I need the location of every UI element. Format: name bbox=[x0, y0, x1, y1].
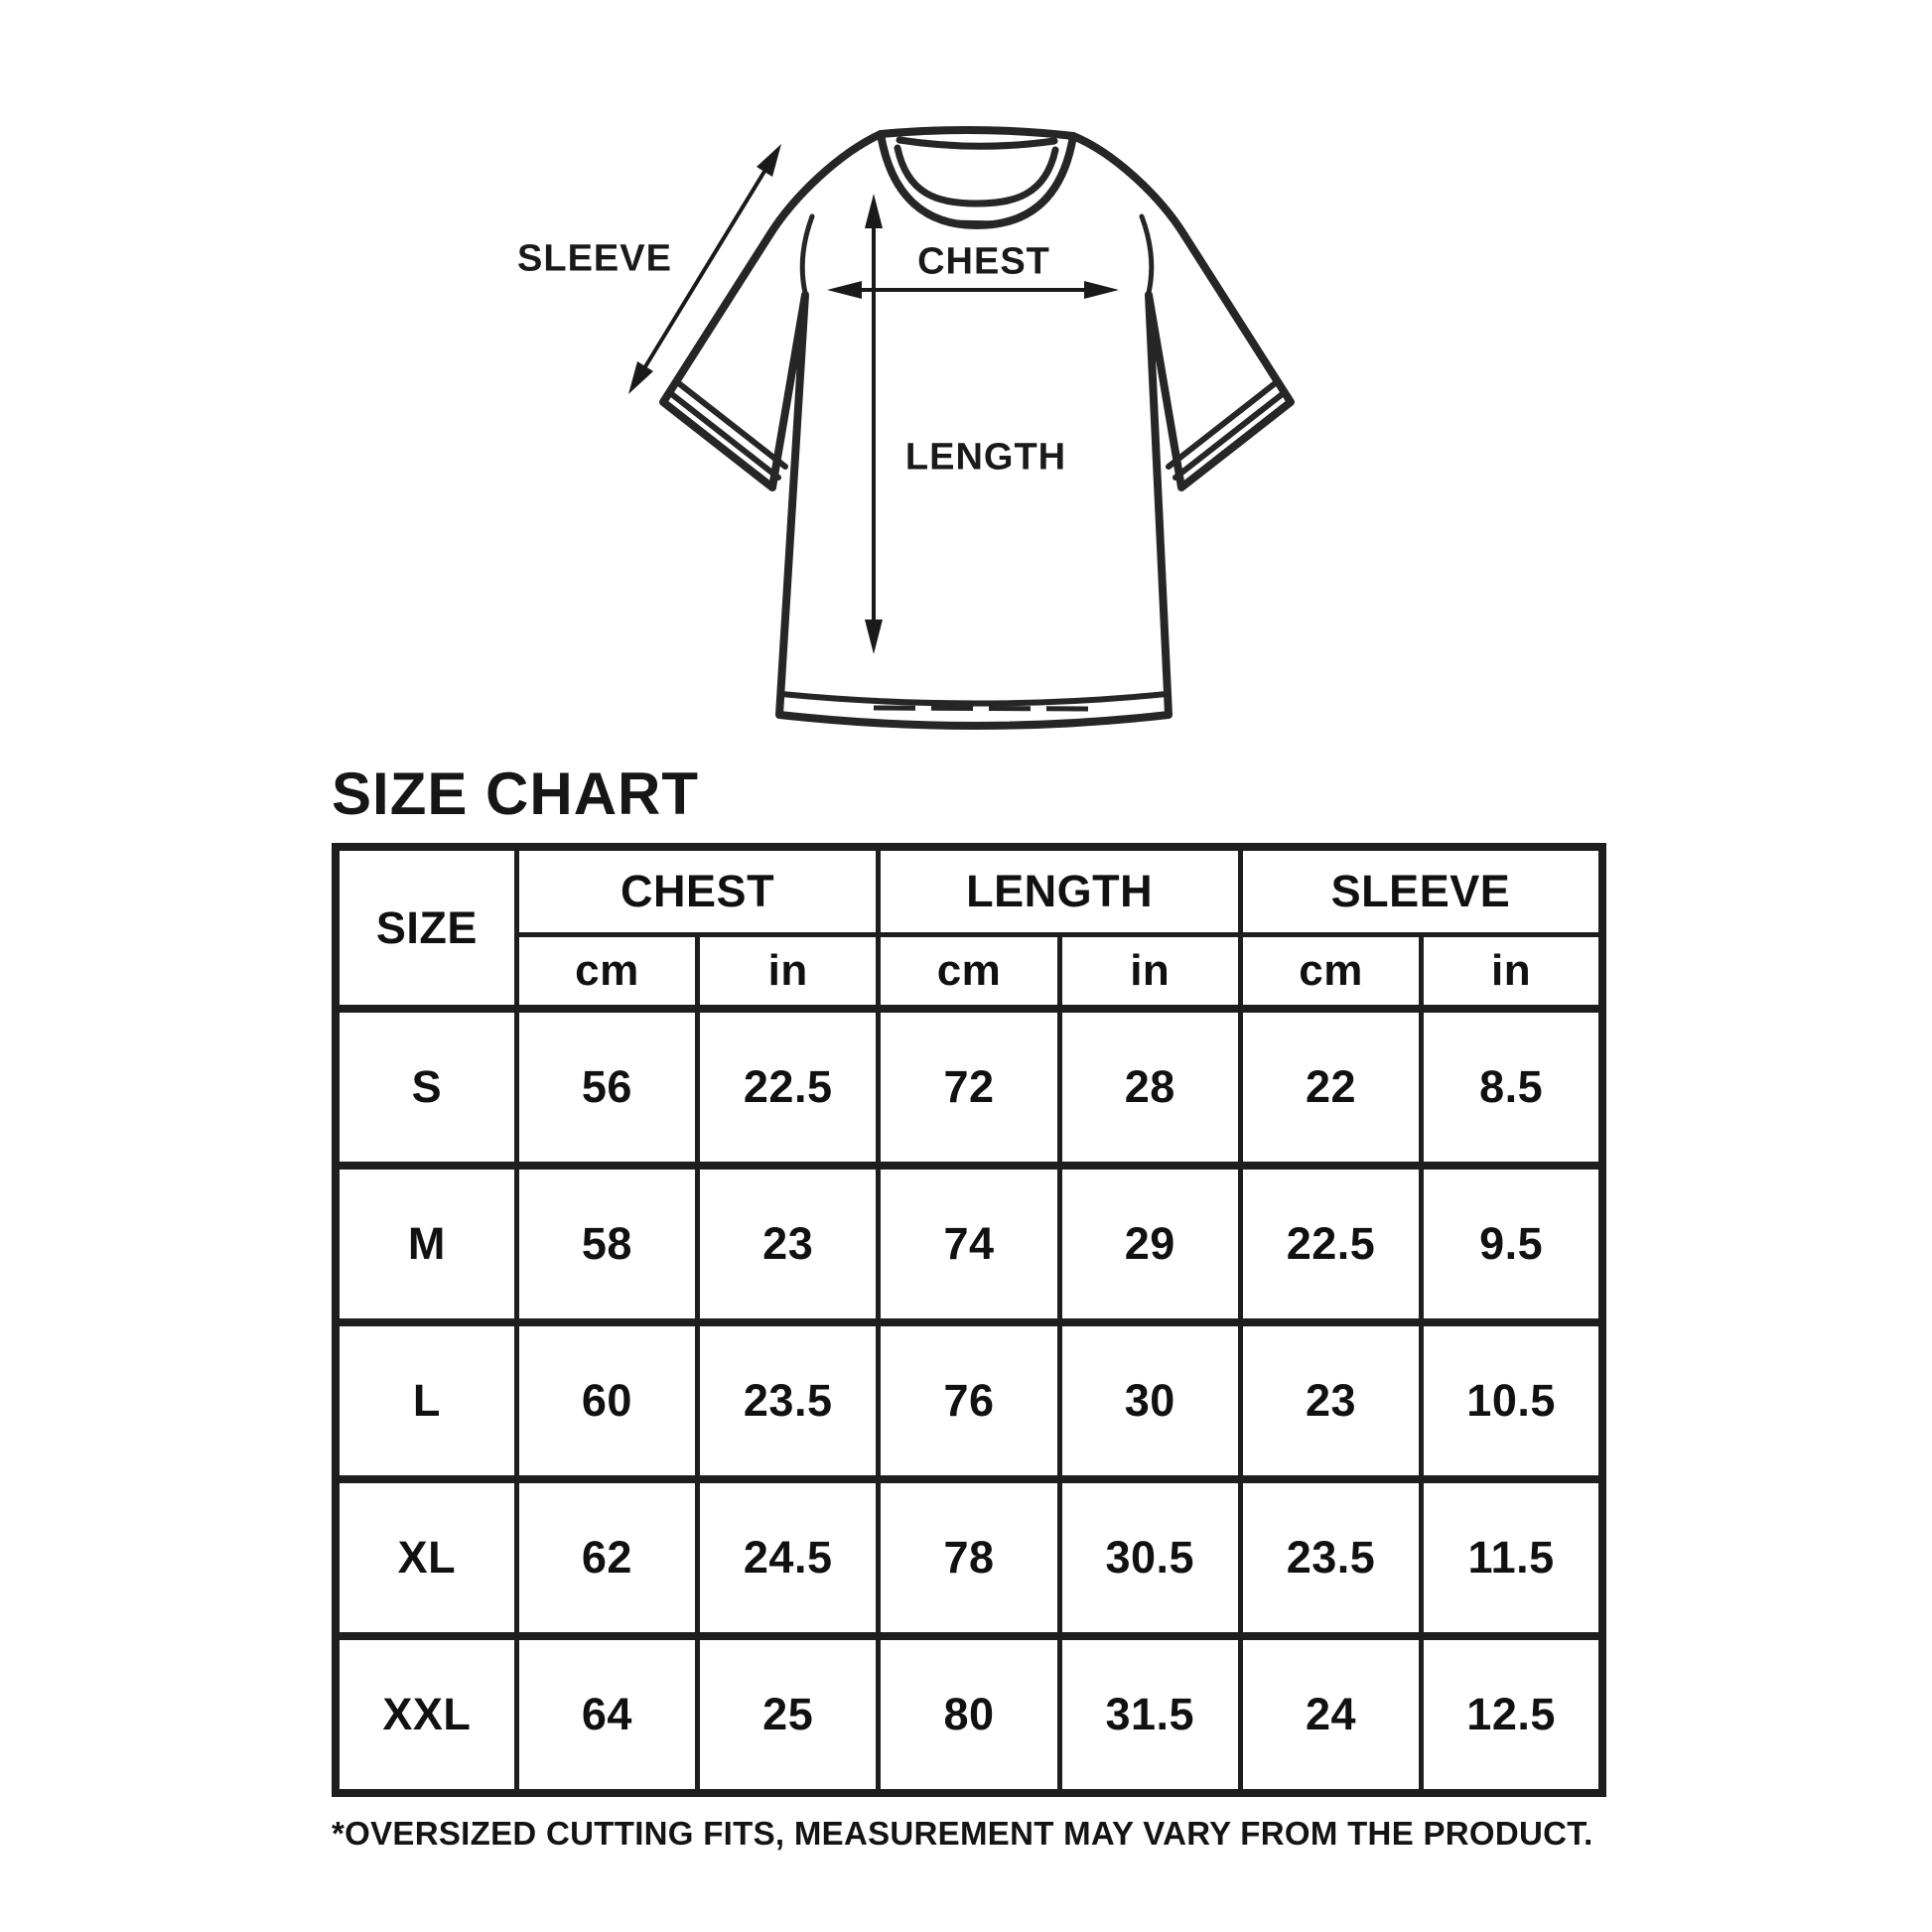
value-cell: 29 bbox=[1059, 1166, 1240, 1322]
unit-length-in: in bbox=[1059, 934, 1240, 1009]
value-cell: 74 bbox=[879, 1166, 1059, 1322]
value-cell: 60 bbox=[516, 1322, 697, 1479]
value-cell: 78 bbox=[879, 1479, 1059, 1636]
header-sleeve: SLEEVE bbox=[1240, 847, 1602, 934]
value-cell: 28 bbox=[1059, 1009, 1240, 1166]
table-unit-row bbox=[336, 934, 1602, 1009]
value-cell: 72 bbox=[879, 1009, 1059, 1166]
value-cell: 76 bbox=[879, 1322, 1059, 1479]
value-cell: 30 bbox=[1059, 1322, 1240, 1479]
unit-chest-in: in bbox=[698, 934, 879, 1009]
chest-measure-label: CHEST bbox=[917, 240, 1050, 283]
size-cell: S bbox=[336, 1009, 516, 1166]
value-cell: 23 bbox=[1240, 1322, 1421, 1479]
value-cell: 22.5 bbox=[698, 1009, 879, 1166]
table-header-row bbox=[336, 847, 1602, 934]
size-cell: L bbox=[336, 1322, 516, 1479]
value-cell: 24.5 bbox=[698, 1479, 879, 1636]
table-row-m bbox=[336, 1166, 1602, 1322]
value-cell: 80 bbox=[879, 1636, 1059, 1793]
unit-length-cm: cm bbox=[879, 934, 1059, 1009]
header-size: SIZE bbox=[336, 847, 516, 1009]
unit-sleeve-in: in bbox=[1422, 934, 1602, 1009]
value-cell: 23 bbox=[698, 1166, 879, 1322]
value-cell: 23.5 bbox=[1240, 1479, 1421, 1636]
size-cell: XXL bbox=[336, 1636, 516, 1793]
value-cell: 8.5 bbox=[1422, 1009, 1602, 1166]
header-chest: CHEST bbox=[516, 847, 879, 934]
value-cell: 12.5 bbox=[1422, 1636, 1602, 1793]
value-cell: 24 bbox=[1240, 1636, 1421, 1793]
value-cell: 62 bbox=[516, 1479, 697, 1636]
collar-dash bbox=[951, 222, 999, 223]
value-cell: 30.5 bbox=[1059, 1479, 1240, 1636]
size-chart-title: SIZE CHART bbox=[332, 760, 699, 827]
table-row-xxl bbox=[336, 1636, 1602, 1793]
footnote: *OVERSIZED CUTTING FITS, MEASUREMENT MAY VARY FROM THE PRODUCT. bbox=[332, 1815, 1593, 1852]
value-cell: 22.5 bbox=[1240, 1166, 1421, 1322]
size-chart-table bbox=[332, 843, 1606, 1797]
value-cell: 56 bbox=[516, 1009, 697, 1166]
value-cell: 9.5 bbox=[1422, 1166, 1602, 1322]
value-cell: 11.5 bbox=[1422, 1479, 1602, 1636]
value-cell: 10.5 bbox=[1422, 1322, 1602, 1479]
tshirt-outline bbox=[663, 130, 1291, 726]
size-cell: XL bbox=[336, 1479, 516, 1636]
value-cell: 22 bbox=[1240, 1009, 1421, 1166]
value-cell: 23.5 bbox=[698, 1322, 879, 1479]
value-cell: 31.5 bbox=[1059, 1636, 1240, 1793]
value-cell: 64 bbox=[516, 1636, 697, 1793]
table-row-l bbox=[336, 1322, 1602, 1479]
value-cell: 58 bbox=[516, 1166, 697, 1322]
sleeve-measure-label: SLEEVE bbox=[517, 237, 672, 280]
unit-chest-cm: cm bbox=[516, 934, 697, 1009]
value-cell: 25 bbox=[698, 1636, 879, 1793]
table-row-s bbox=[336, 1009, 1602, 1166]
unit-sleeve-cm: cm bbox=[1240, 934, 1421, 1009]
size-cell: M bbox=[336, 1166, 516, 1322]
length-measure-label: LENGTH bbox=[904, 436, 1067, 479]
header-length: LENGTH bbox=[879, 847, 1241, 934]
table-row-xl bbox=[336, 1479, 1602, 1636]
